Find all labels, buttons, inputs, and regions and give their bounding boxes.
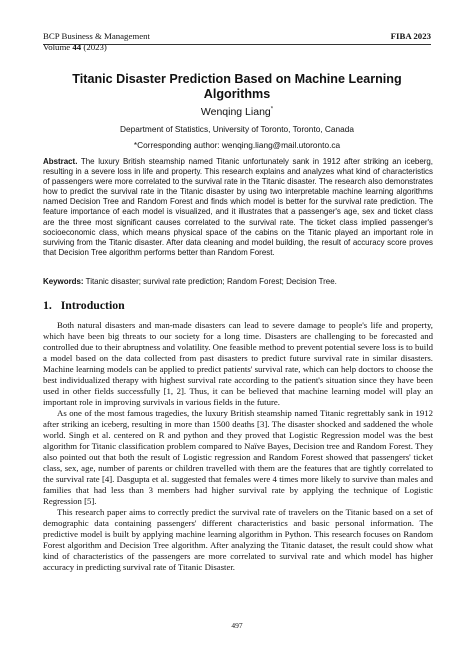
abstract-label: Abstract. <box>43 157 78 166</box>
paragraph-1: Both natural disasters and man-made disasters can lead to severe damage to people's life and property, which have been big threats to our society for a long time. Disasters are challenging to be forecasted and controlled due to their abruptness and volatility. One feasible method to prevent potential severe loss is to build a model based on the data collected from past disasters to predict future survival rate in similar disasters. Machine learning models can be applied to predict patients' survival rate, which can help doctors to choose the best individualized therapy with highest survival rate according to the patient's situation since they have been used in other fields successfully [1, 2]. Thus, it can be believed that machine learning model will play an important role in improving survivals in various fields in the future. <box>43 320 433 407</box>
paper-title <box>43 72 431 102</box>
body-text <box>43 320 433 573</box>
volume-year: (2023) <box>81 41 107 52</box>
keywords-label: Keywords: <box>43 277 84 286</box>
corresponding-author: *Corresponding author: wenqing.liang@mail.utoronto.ca <box>133 140 341 150</box>
title-line-2: Algorithms <box>203 87 271 101</box>
paragraph-3: This research paper aims to correctly predict the survival rate of travelers on the Titanic based on a set of demographic data containing passengers' different characteristics and basic personal information. The predictive model is built by applying machine learning algorithm in Python. This research focuses on Random Forest algorithm and Decision Tree algorithm. After analyzing the Titanic dataset, the result could show what kind of characteristics of the passengers are more correlated to survival rate and which model has higher accuracy in predicting survival rate of Titanic Disaster. <box>43 507 433 572</box>
paragraph-2: As one of the most famous tragedies, the luxury British steamship named Titanic regrettably sank in 1912 after striking an iceberg, resulting in more than 1500 deaths [3]. The disaster shocked and saddened the whole world. Singh et al. centered on R and python and they proved that Logistic Regression model was the best algorithm for Titanic classification problem compared to Naïve Bayes, Decision tree and Random Forest. They also pointed out that both the result of Logistic regression and Random Forest showed that passengers' ticket class, sex, age, number of parents or children travelled with them are the features that are tightly correlated to the survival rate [4]. Dasgupta et al. suggested that females were 4 times more likely to survive than males and families that had less than 3 members had higher survival rate by applying the technique of Logistic Regression [5]. <box>43 408 433 506</box>
header-rule <box>43 44 431 45</box>
title-line-1: Titanic Disaster Prediction Based on Machine Learning <box>72 72 402 86</box>
abstract <box>43 157 433 258</box>
section-heading: 1. Introduction <box>43 298 125 312</box>
keywords <box>43 277 433 286</box>
keywords-text: Titanic disaster; survival rate prediction; Random Forest; Decision Tree. <box>83 277 337 286</box>
abstract-text: The luxury British steamship named Titanic unfortunately sank in 1912 after striking an iceberg, resulting in a severe loss in life and property. This research explains and analyzes what kind of characteristics of passengers were more correlated to the survival rate in the Titanic disaster. The research also demonstrates how to predict the survival rate in the Titanic disaster by using two interpretable machine learning algorithms named Decision Tree and Random Forest and finds which model is better for the survival rate prediction. The feature importance of each model is visualized, and it illustrates that a passenger's age, sex and ticket class are the three most significant causes correlated to the survival rate. The ticket class implied passenger's socioeconomic class, which means physical space of the cabins on the Titanic played an important role in surviving from the Titanic disaster. After data cleaning and model building, the result of accuracy score proves that Decision Tree algorithm performs better than Random Forest. <box>43 157 433 257</box>
journal-name: BCP Business & Management <box>43 31 150 41</box>
author-mark: * <box>270 106 274 113</box>
conference-name: FIBA 2023 <box>390 31 431 41</box>
running-header <box>43 31 431 52</box>
author-name: Wenqing Liang <box>200 106 271 118</box>
volume-prefix: Volume <box>43 41 73 52</box>
affiliation: Department of Statistics, University of Toronto, Toronto, Canada <box>120 124 354 134</box>
page-number: 497 <box>231 621 243 630</box>
volume-number: 44 <box>72 41 82 52</box>
author-line <box>43 106 431 118</box>
